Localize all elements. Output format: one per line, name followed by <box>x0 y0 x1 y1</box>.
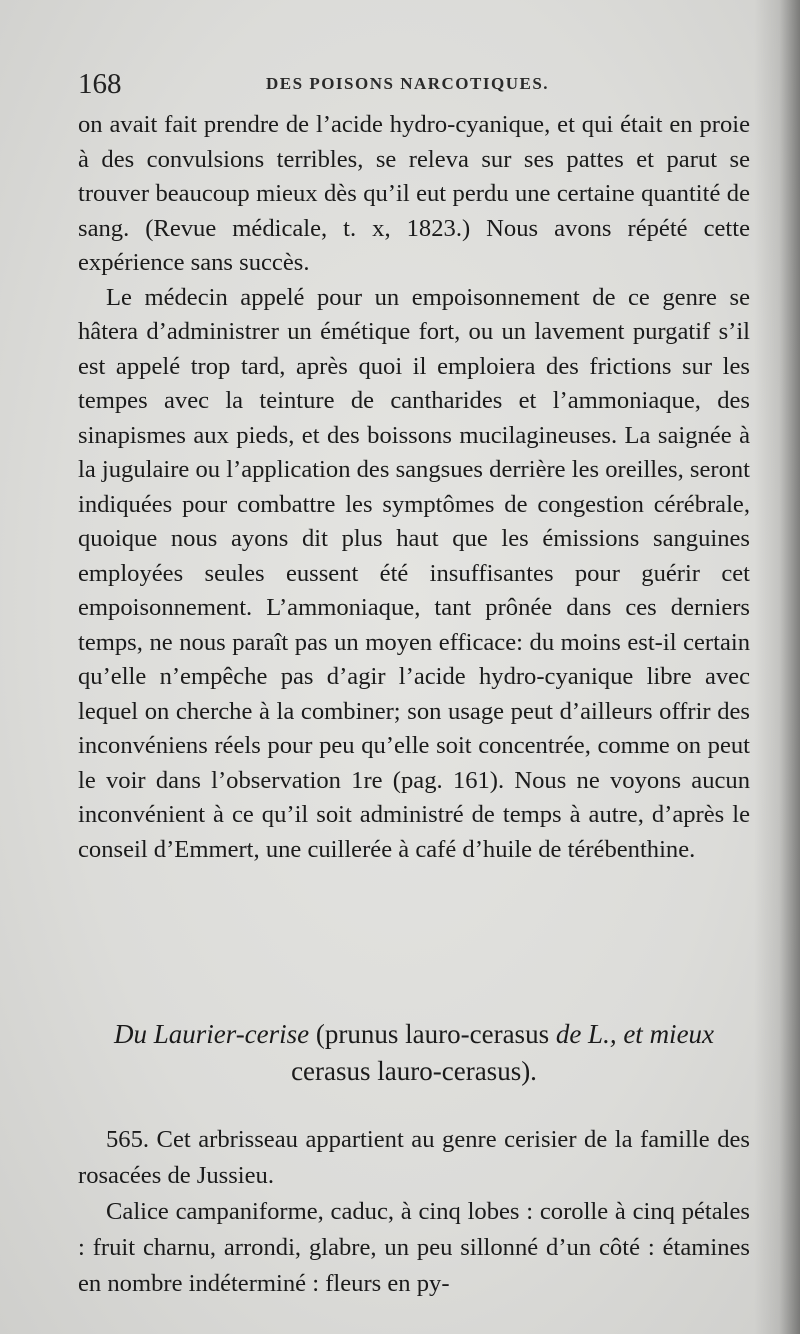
section-heading-synonym: cerasus lauro-cerasus). <box>291 1056 537 1086</box>
lower-text <box>78 1122 750 1302</box>
section-heading-latin: (prunus lauro-cerasus <box>309 1019 556 1049</box>
section-heading <box>78 1016 750 1090</box>
page-number: 168 <box>78 68 122 100</box>
running-title: DES POISONS NARCOTIQUES. <box>266 74 550 93</box>
paragraph-1: on avait fait prendre de l’acide hydro-cyanique, et qui était en proie à des convulsions terribles, se releva sur ses pattes et parut se trouver beaucoup mieux dès qu’il eut perdu une certaine quantité de sang. (Revue médicale, t. x, 1823.) Nous avons répété cette expérience sans succès. <box>78 111 750 276</box>
section-heading-author: de L., et mieux <box>555 1019 715 1049</box>
page-header <box>78 68 750 108</box>
paragraph-565: 565. Cet arbrisseau appartient au genre cerisier de la famille des rosacées de Jussieu. <box>78 1126 750 1189</box>
main-text <box>78 108 750 867</box>
section-heading-title: Du Laurier-cerise <box>113 1019 310 1049</box>
paragraph-2: Le médecin appelé pour un empoisonnement de ce genre se hâtera d’administrer un émétique fort, ou un lavement purgatif s’il est appelé trop tard, après quoi il emploiera des frictions sur les tempes avec la teinture de cantharides et l’ammoniaque, des sinapismes aux pieds, et des boissons mucilagineuses. La saignée à la jugulaire ou l’application des sangsues derrière les oreilles, seront indiquées pour combattre les symptômes de congestion cérébrale, quoique nous ayons dit plus haut que les émissions sanguines employées seules eussent été insuffisantes pour guérir cet empoisonnement. L’ammoniaque, tant prônée dans ces derniers temps, ne nous paraît pas un moyen efficace: du moins est-il certain qu’elle n’empêche pas d’agir l’acide hydro-cyanique libre avec lequel on cherche à la combiner; son usage peut d’ailleurs offrir des inconvéniens réels pour peu qu’elle soit concentrée, comme on peut le voir dans l’observation 1re (pag. 161). Nous ne voyons aucun inconvénient à ce qu’il soit administré de temps à autre, d’après le conseil d’Emmert, une cuillerée à café d’huile de térébenthine. <box>78 283 751 863</box>
gutter-shadow <box>754 0 800 1334</box>
paragraph-calice: Calice campaniforme, caduc, à cinq lobes : corolle à cinq pétales : fruit charnu, arrondi, glabre, un peu sillonné d’un côté : étamines en nombre indéterminé : fleurs en py- <box>78 1198 750 1297</box>
